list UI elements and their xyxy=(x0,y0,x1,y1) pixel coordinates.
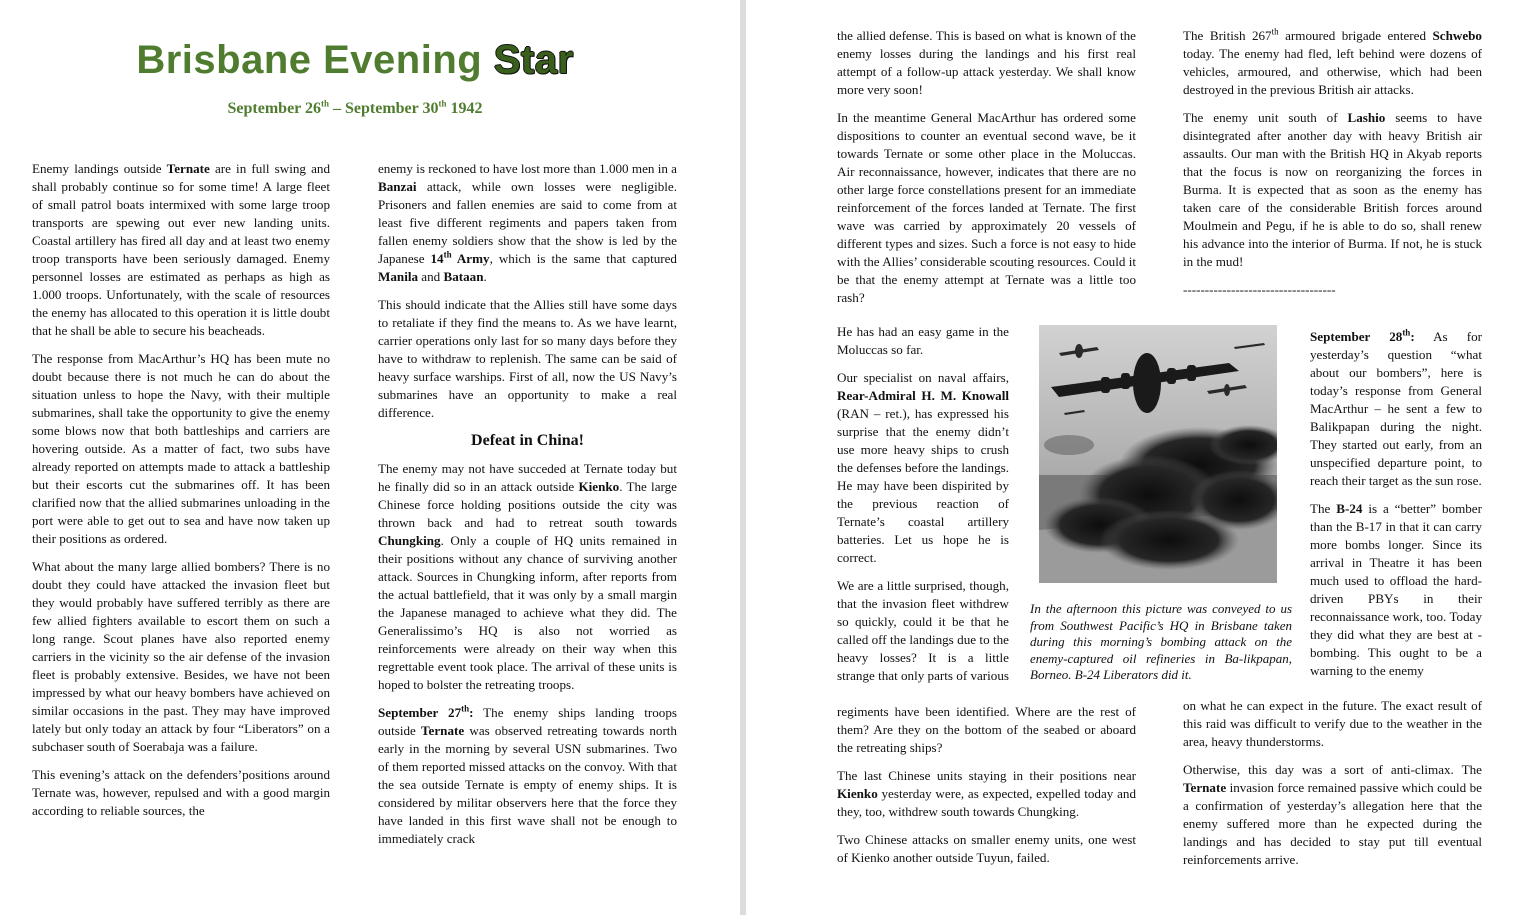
paragraph: The enemy unit south of Lashio seems to have disintegrated after another day with heavy British air assaults. Our man with the British HQ in Akyab reports that the focus is now on reorganizing the forces in Burma. It is expected that as soon as the enemy has taken care of the considerable British forces around Moulmein and Pegu, if he is able to do so, shall renew his advance into the interior of Burma. If not, he is stuck in the mud! xyxy=(1183,110,1482,269)
right-column-2-top xyxy=(1183,27,1482,309)
masthead-title xyxy=(0,38,710,83)
right-column-1-wrap xyxy=(837,323,1009,685)
paragraph: The enemy may not have succeded at Ternate today but he finally did so in an attack outside Kienko. The large Chinese force holding positions outside the city was thrown back and had to retreat south towards Chungking. Only a couple of HQ units remained in their positions without any chance of surviving another attack. Sources in Chungking inform, after reports from the actual battlefield, that it was only by a small margin the Japanese managed to achieve what they did. The Generalissimo’s HQ is also not worried as reinforcements were already on their way when this regrettable event took place. The arrival of these units is hoped to bolster the retreating troops. xyxy=(378,461,677,692)
photo-caption: In the afternoon this picture was conveyed to us from Southwest Pacific’s HQ in Brisbane taken during this morning’s bombing attack on the enemy-captured oil refineries in Ba-likpapan, Borneo. B-24 Liberators did it. xyxy=(1030,601,1292,682)
paragraph: The B-24 is a “better” bomber than the B-17 in that it can carry more bombs longer. Since its arrival in Theatre it has been much used to offload the hard-driven PBYs in their reconnaissance work, too. Today they did what they are best at - bombing. This ought to be a warning to the enemy xyxy=(1310,501,1482,678)
paragraph: Otherwise, this day was a sort of anti-climax. The Ternate invasion force remained passive which could be a confirmation of yesterday’s allegation here that the enemy suffered more than he expected during the landings and has decided to stay put till eventual reinforcements arrive. xyxy=(1183,762,1482,867)
paragraph: In the meantime General MacArthur has ordered some dispositions to counter an eventual second wave, be it towards Ternate or some other place in the Moluccas. Air reconnaissance, however, indicates that there are no other large force constellations present for an immediate reinforcement of the forces landed at Ternate. The first wave was carried by approximately 20 vessels of different types and sizes. Such a force is not easy to hide with the Allies’ considerable scouting resources. Could it be that the enemy attempt at Ternate was a little too rash? xyxy=(837,110,1136,305)
paragraph: enemy is reckoned to have lost more than 1.000 men in a Banzai attack, while own losses were negligible. Prisoners and fallen enemies are said to come from at least five different regiments and papers taken from fallen enemy soldiers show that the show is led by the Japanese 14th Army, which is the same that captured Manila and Bataan. xyxy=(378,161,677,284)
paragraph: This evening’s attack on the defenders’positions around Ternate was, however, repulsed and with a good margin according to reliable sources, the xyxy=(32,767,330,818)
right-column-1-bottom xyxy=(837,703,1136,867)
paragraph: Enemy landings outside Ternate are in full swing and shall probably continue so for some time! A large fleet of small patrol boats intermixed with some large troop transports are spewing out ever new landing units. Coastal artillery has fired all day and at least two enemy troop transports have been seriously damaged. Enemy personnel losses are estimated as perhaps as high as 1.000 troops. Unfortunately, with the scale of resources the enemy has allocated to this operation it is little doubt that he shall be able to secure his beacheads. xyxy=(32,161,330,338)
paragraph: September 27th: The enemy ships landing troops outside Ternate was observed retreating towards north early in the morning by several USN submarines. Two of them reported missed attacks on the convoy. With that the sea outside Ternate is empty of enemy ships. It is considered by militar observers here that the force they have landed in this first wave shall not be enough to immediately crack xyxy=(378,703,677,846)
bomber-photo-image xyxy=(1039,325,1277,583)
masthead-title-star: Star xyxy=(493,38,574,82)
right-column-2-bottom xyxy=(1183,697,1482,869)
paragraph: Two Chinese attacks on smaller enemy units, one west of Kienko another outside Tuyun, failed. xyxy=(837,832,1136,865)
paragraph: He has had an easy game in the Moluccas so far. xyxy=(837,324,1009,357)
paragraph: The British 267th armoured brigade entered Schwebo today. The enemy had fled, left behind were dozens of vehicles, armoured, and otherwise, which had been destroyed in the previous British air attacks. xyxy=(1183,26,1482,97)
left-column-2 xyxy=(378,160,677,848)
right-page xyxy=(746,0,1513,915)
masthead-title-main: Brisbane Evening xyxy=(136,38,483,82)
bomber-photo xyxy=(1039,325,1277,583)
dateline: September 26th – September 30th 1942 xyxy=(227,98,483,117)
paragraph: regiments have been identified. Where are the rest of them? Are they on the bottom of the seabed or aboard the retreating ships? xyxy=(837,704,1136,755)
paragraph: September 28th: As for yesterday’s question “what about our bombers”, here is today’s response from General MacArthur – he sent a few to Balikpapan during the night. They started out early, from an unspecified departure point, to reach their target as the sun rose. xyxy=(1310,327,1482,488)
paragraph: The last Chinese units staying in their positions near Kienko yesterday were, as expected, expelled today and they, too, withdrew south towards Chungking. xyxy=(837,768,1136,819)
paragraph: Our specialist on naval affairs, Rear-Admiral H. M. Knowall (RAN – ret.), has expressed his surprise that the enemy didn’t use more heavy ships to crush the defenses before the landings. He may have been dispirited by the previous reaction of Ternate’s coastal artillery batteries. Let us hope he is correct. xyxy=(837,370,1009,565)
section-divider: ----------------------------------- xyxy=(1183,282,1336,297)
paragraph: What about the many large allied bombers? There is no doubt they could have attacked the invasion fleet but they would probably have suffered terribly as there are few allied fighters available to escort them on such a long range. Scout planes have also reported enemy carriers in the vicinity so the air defense of the invasion fleet is probably extensive. Besides, we have not been impressed by what our heavy bombers have achieved on similar occasions in the past. They may have improved lately but only today an attack by four “Liberators” on a subchaser south of Soerabaja was a failure. xyxy=(32,559,330,754)
left-page xyxy=(0,0,740,915)
right-column-1-top xyxy=(837,27,1136,307)
section-headline: Defeat in China! xyxy=(471,432,584,449)
left-column-1 xyxy=(32,160,330,820)
paragraph: on what he can expect in the future. The exact result of this raid was difficult to verify due to the weather in the area, heavy thunderstorms. xyxy=(1183,698,1482,749)
paragraph: We are a little surprised, though, that the invasion fleet withdrew so quickly, could it be that he called off the landings due to the heavy losses? It is a little strange that only parts of various xyxy=(837,578,1009,683)
paragraph: the allied defense. This is based on what is known of the enemy losses during the landings and his first real attempt of a follow-up attack yesterday. We shall know more very soon! xyxy=(837,28,1136,97)
paragraph: This should indicate that the Allies still have some days to retaliate if they find the means to. As we have learnt, carrier operations only last for so many days before they have to withdraw to replenish. The same can be said of heavy surface warships. First of all, now the US Navy’s submarines have an opportunity to make a real difference. xyxy=(378,297,677,420)
right-column-2-wrap xyxy=(1310,328,1482,680)
paragraph: The response from MacArthur’s HQ has been mute no doubt because there is not much he can do about the situation unless to hope the Navy, with their multiple submarines, shall take the opportunity to give the enemy some blows now that both battleships and carriers are hovering outside. As a matter of fact, two subs have already reported on attempts made to attack a battleship but their escorts cut the submarines off. It has been clarified now that the allied submarines unloading in the port were able to get out to sea and have now taken up their positions as ordered. xyxy=(32,351,330,546)
